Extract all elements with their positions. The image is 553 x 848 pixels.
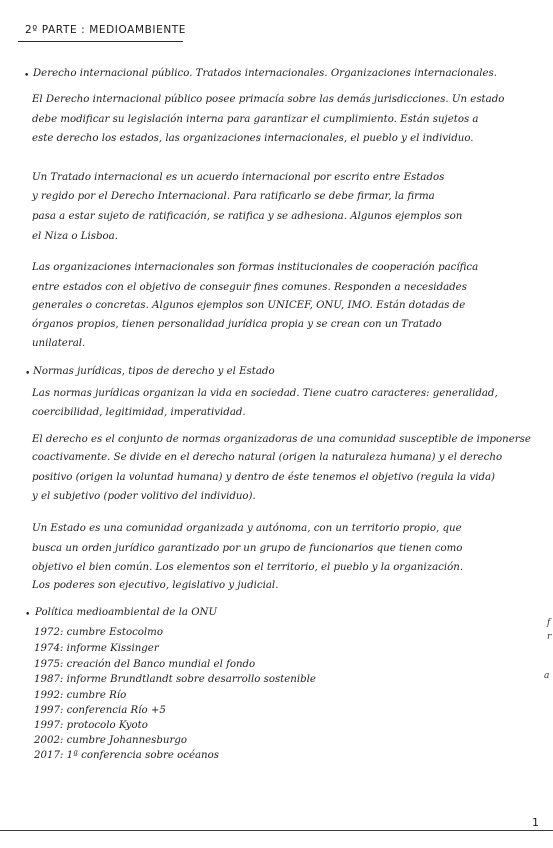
text-line: objetivo el bien común. Los elementos son el territorio, el pueblo y la organización. [32, 562, 464, 573]
page-bottom-rule [0, 830, 553, 831]
margin-mark: a [544, 671, 550, 681]
text-line: Un Estado es una comunidad organizada y autónoma, con un territorio propio, que [32, 523, 462, 534]
page-title: 2º PARTE : MEDIOAMBIENTE [25, 24, 187, 36]
text-line: El derecho es el conjunto de normas organizadoras de una comunidad susceptible de imponerse [32, 434, 531, 445]
text-line: busca un orden jurídico garantizado por un grupo de funcionarios que tienen como [32, 543, 463, 554]
text-line: órganos propios, tienen personalidad jurídica propia y se crean con un Tratado [32, 319, 442, 330]
page-number: 1 [532, 816, 539, 829]
section-heading-derecho-internacional: Derecho internacional público. Tratados internacionales. Organizaciones internacionales. [33, 68, 498, 79]
timeline-item: 1997: conferencia Río +5 [34, 705, 166, 716]
text-line: entre estados con el objetivo de conseguir fines comunes. Responden a necesidades [32, 282, 467, 293]
text-line: Las organizaciones internacionales son formas institucionales de cooperación pacífica [32, 262, 479, 273]
timeline-item: 1974: informe Kissinger [34, 643, 159, 654]
text-line: y el subjetivo (poder volitivo del individuo). [32, 491, 256, 502]
timeline-item: 1992: cumbre Río [34, 690, 127, 701]
text-line: este derecho los estados, las organizaciones internacionales, el pueblo y el individuo. [32, 133, 474, 144]
text-line: el Niza o Lisboa. [32, 231, 118, 242]
margin-mark: r [547, 632, 552, 642]
bullet-point: • [24, 71, 30, 81]
text-line: Los poderes son ejecutivo, legislativo y judicial. [32, 580, 279, 591]
timeline-item: 1987: informe Brundtlandt sobre desarrollo sostenible [34, 674, 316, 685]
text-line: Un Tratado internacional es un acuerdo internacional por escrito entre Estados [32, 172, 445, 183]
text-line: coercibilidad, legitimidad, imperatividad. [32, 407, 246, 418]
section-heading-politica-onu: Política medioambiental de la ONU [35, 607, 218, 618]
timeline-item: 2002: cumbre Johannesburgo [34, 735, 188, 746]
text-line: y regido por el Derecho Internacional. Para ratificarlo se debe firmar, la firma [32, 191, 435, 202]
text-line: generales o concretas. Algunos ejemplos son UNICEF, ONU, IMO. Están dotadas de [32, 300, 466, 311]
section-heading-normas-juridicas: Normas jurídicas, tipos de derecho y el Estado [33, 366, 275, 377]
bullet-point: • [25, 610, 31, 620]
text-line: unilateral. [32, 338, 86, 349]
timeline-item: 1997: protocolo Kyoto [34, 720, 148, 731]
margin-mark: f [547, 618, 551, 628]
text-line: El Derecho internacional público posee primacía sobre las demás jurisdicciones. Un estado [32, 94, 505, 105]
timeline-item: 1972: cumbre Estocolmo [34, 627, 163, 638]
title-underline [18, 41, 183, 42]
timeline-item: 1975: creación del Banco mundial el fondo [34, 659, 256, 670]
bullet-point: • [25, 369, 31, 379]
text-line: Las normas jurídicas organizan la vida en sociedad. Tiene cuatro caracteres: generalidad, [32, 388, 498, 399]
text-line: positivo (origen la voluntad humana) y dentro de éste tenemos el objetivo (regula la vida) [32, 472, 496, 483]
timeline-item: 2017: 1ª conferencia sobre océanos [34, 750, 219, 761]
text-line: pasa a estar sujeto de ratificación, se ratifica y se adhesiona. Algunos ejemplos son [32, 211, 463, 222]
text-line: coactivamente. Se divide en el derecho natural (origen la naturaleza humana) y el derecho [32, 452, 503, 463]
text-line: debe modificar su legislación interna para garantizar el cumplimiento. Están sujetos a [32, 114, 479, 125]
